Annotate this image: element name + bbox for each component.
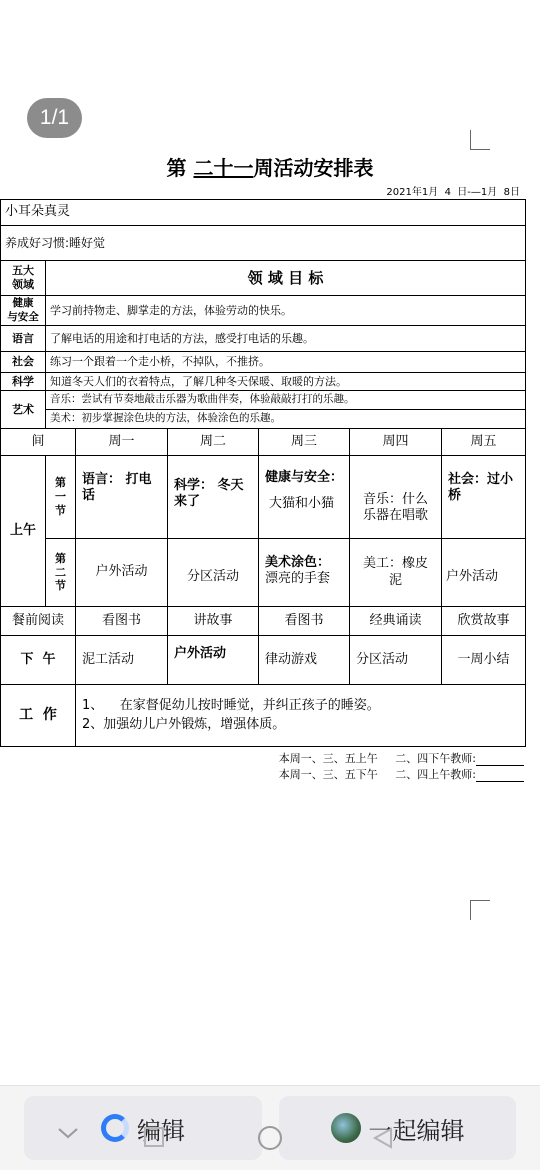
page-corner-mark	[470, 130, 490, 150]
work-content	[75, 684, 526, 747]
weekday-header: 周五	[441, 428, 526, 456]
schedule-cell: 律动游戏	[258, 635, 350, 685]
teacher-line	[279, 766, 524, 782]
area-name: 科学	[0, 372, 46, 391]
schedule-cell-sub: 漂亮的手套	[265, 571, 331, 587]
nav-back-chevron-icon[interactable]	[56, 1123, 80, 1149]
morning-label: 上午	[0, 455, 46, 607]
teacher-blank	[476, 772, 524, 782]
goals-header: 领 域 目 标	[45, 260, 526, 296]
teacher-text: 本周一、三、五上午 二、四下午教师:	[278, 752, 476, 765]
schedule-cell: 美工：橡皮泥	[349, 538, 442, 607]
schedule-cell: 户外活动	[441, 538, 526, 607]
teacher-blank	[476, 756, 524, 766]
schedule-cell: 一周小结	[441, 635, 526, 685]
teacher-text: 本周一、三、五下午 二、四上午教师:	[278, 768, 476, 781]
area-name: 艺术	[0, 390, 46, 429]
theme-row: 小耳朵真灵	[0, 199, 526, 226]
teacher-line	[279, 750, 524, 766]
schedule-cell-title: 美术涂色：	[265, 555, 331, 570]
area-goal: 音乐：尝试有节奏地敲击乐器为歌曲伴奏，体验敲敲打打的乐趣。	[45, 390, 526, 410]
document-title	[0, 152, 540, 181]
areas-header: 五大 领域	[0, 260, 46, 296]
schedule-cell	[258, 538, 350, 607]
schedule-cell: 语言： 打电话	[75, 455, 168, 539]
area-goal: 学习前持物走、脚掌走的方法，体验劳动的快乐。	[45, 295, 526, 326]
habit-row: 养成好习惯:睡好觉	[0, 225, 526, 261]
weekday-header: 周二	[167, 428, 259, 456]
nav-back-triangle-icon[interactable]	[371, 1126, 395, 1156]
page-corner-mark	[470, 900, 490, 920]
date-range: 2021年1月 4 日-—1月 8日	[386, 187, 520, 198]
title-prefix: 第	[166, 156, 194, 180]
work-item: 2、加强幼儿户外锻炼，增强体质。	[82, 716, 286, 732]
area-goal: 美术：初步掌握涂色块的方法，体验涂色的乐趣。	[45, 409, 526, 429]
co-edit-avatar-icon	[331, 1113, 361, 1143]
schedule-cell: 泥工活动	[75, 635, 168, 685]
reading-label: 餐前阅读	[0, 606, 76, 636]
area-goal: 知道冬天人们的衣着特点，了解几种冬天保暖、取暖的方法。	[45, 372, 526, 391]
schedule-cell: 科学： 冬天来了	[167, 455, 259, 539]
weekday-header: 周四	[349, 428, 442, 456]
title-week: 二十一	[193, 156, 254, 180]
edit-icon	[101, 1114, 129, 1142]
nav-recent-square-icon[interactable]	[143, 1126, 165, 1154]
schedule-cell-sub: 大猫和小猫	[269, 496, 335, 512]
nav-home-circle-icon[interactable]	[257, 1125, 283, 1157]
area-goal: 了解电话的用途和打电话的方法，感受打电话的乐趣。	[45, 325, 526, 352]
title-suffix: 周活动安排表	[253, 156, 374, 180]
weekday-header: 周一	[75, 428, 168, 456]
edit-button-label: 编辑	[137, 1116, 185, 1145]
schedule-cell: 分区活动	[167, 538, 259, 607]
work-item: 1、 在家督促幼儿按时睡觉，并纠正孩子的睡姿。	[82, 698, 380, 713]
work-label: 工 作	[0, 684, 76, 747]
area-goal: 练习一个跟着一个走小桥，不掉队，不推挤。	[45, 351, 526, 373]
period-label: 第 二 节	[45, 538, 76, 607]
page-indicator: 1/1	[27, 98, 82, 138]
schedule-cell: 看图书	[258, 606, 350, 636]
time-header: 间	[0, 428, 76, 456]
weekday-header: 周三	[258, 428, 350, 456]
schedule-cell: 户外活动	[75, 538, 168, 607]
area-name: 语言	[0, 325, 46, 352]
co-edit-button[interactable]	[279, 1096, 516, 1160]
period-label: 第 一 节	[45, 455, 76, 539]
schedule-cell: 社会：过小桥	[441, 455, 526, 539]
schedule-cell: 欣赏故事	[441, 606, 526, 636]
schedule-cell: 分区活动	[349, 635, 442, 685]
schedule-cell	[258, 455, 350, 539]
schedule-cell: 经典诵读	[349, 606, 442, 636]
schedule-table	[0, 199, 526, 747]
area-name: 健康 与安全	[0, 295, 46, 326]
afternoon-label: 下 午	[0, 635, 76, 685]
schedule-cell: 户外活动	[167, 635, 259, 685]
co-edit-button-label: 一起编辑	[368, 1116, 465, 1145]
schedule-cell-title: 健康与安全：	[265, 470, 344, 485]
area-name: 社会	[0, 351, 46, 373]
schedule-cell: 音乐：什么乐器在唱歌	[349, 455, 442, 539]
schedule-cell: 看图书	[75, 606, 168, 636]
schedule-cell: 讲故事	[167, 606, 259, 636]
